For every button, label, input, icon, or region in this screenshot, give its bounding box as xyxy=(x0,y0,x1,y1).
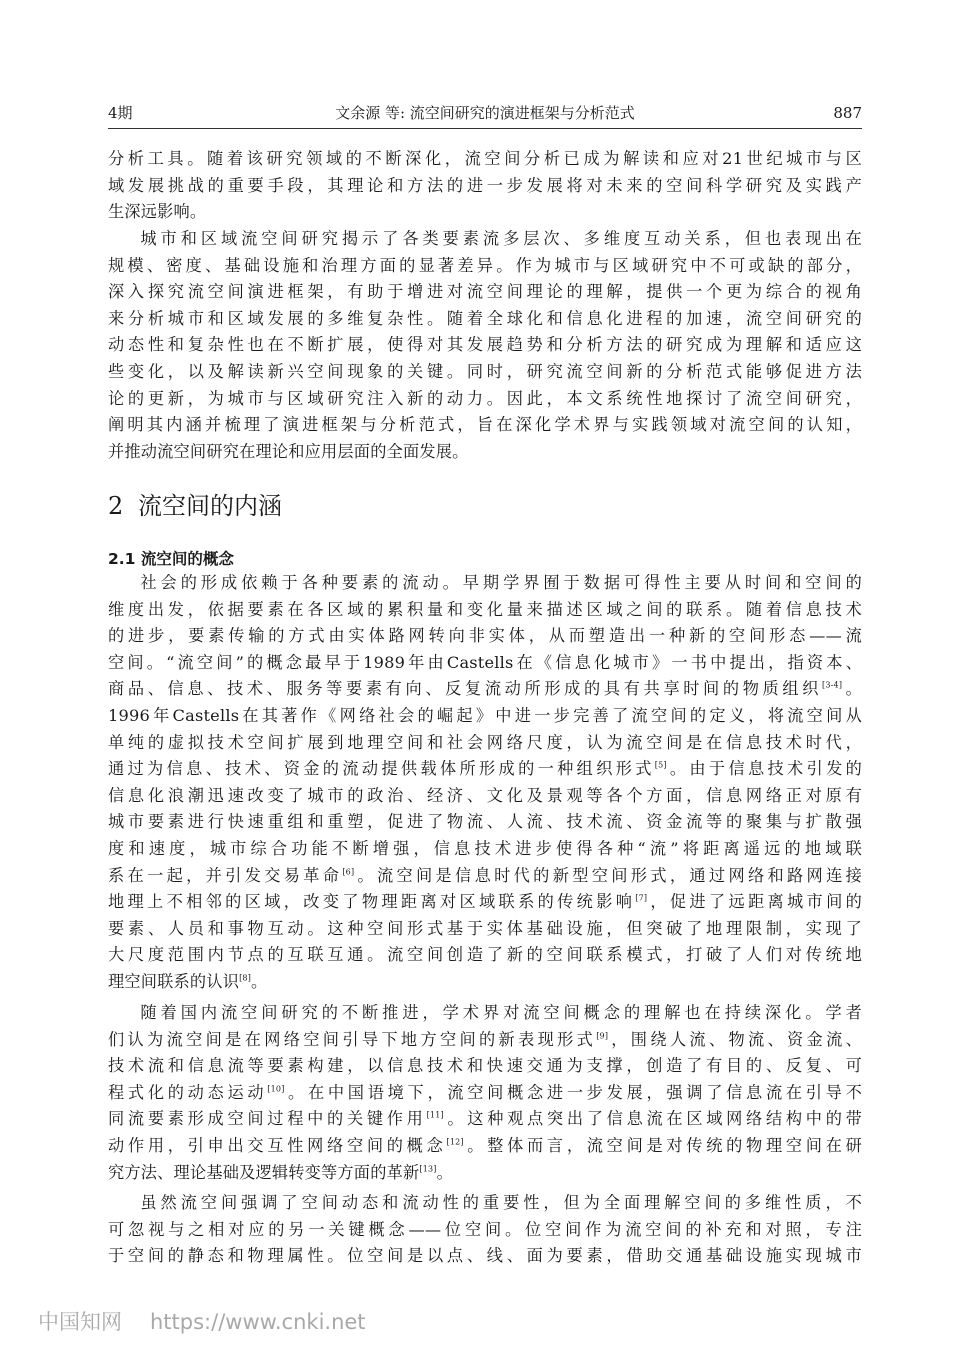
text-line: 理空间联系的认识[8]。 xyxy=(108,971,268,991)
text-line: 度和速度，城市综合功能不断增强，信息技术进步使得各种“流”将距离遥远的地域联 xyxy=(108,838,862,858)
text-line: 深入探究流空间演进框架，有助于增进对流空间理论的理解，提供一个更为综合的视角 xyxy=(108,282,862,302)
citation-ref: [3-4] xyxy=(822,680,843,690)
citation-ref: [11] xyxy=(426,1110,444,1120)
text-line: 的进步，要素传输的方式由实体路网转向非实体，从而塑造出一种新的空间形态——流 xyxy=(108,626,862,646)
text-line: 动作用，引申出交互性网络空间的概念[12]。整体而言，流空间是对传统的物理空间在研 xyxy=(108,1135,862,1155)
body-paragraph xyxy=(108,226,862,465)
text-line: 通过为信息、技术、资金的流动提供载体所形成的一种组织形式[5]。由于信息技术引发的 xyxy=(108,759,862,779)
text-line: 阐明其内涵并梳理了演进框架与分析范式，旨在深化学术界与实践领域对流空间的认知， xyxy=(108,415,862,435)
text-line: 动态性和复杂性也在不断扩展，使得对其发展趋势和分析方法的研究成为理解和适应这 xyxy=(108,335,862,355)
text-line: 地理上不相邻的区域，改变了物理距离对区域联系的传统影响[7]，促进了远距离城市间的 xyxy=(108,892,862,912)
text-line: 系在一起，并引发交易革命[6]。流空间是信息时代的新型空间形式，通过网络和路网连接 xyxy=(108,865,862,885)
running-title: 文余源 等: 流空间研究的演进框架与分析范式 xyxy=(335,104,635,122)
text-line: 究方法、理论基础及逻辑转变等方面的革新[13]。 xyxy=(108,1162,453,1182)
running-header xyxy=(108,102,862,124)
citation-ref: [5] xyxy=(654,760,667,770)
body-paragraph xyxy=(108,1000,862,1186)
text-line: 于空间的静态和物理属性。位空间是以点、线、面为要素，借助交通基础设施实现城市 xyxy=(108,1246,862,1266)
citation-ref: [6] xyxy=(342,867,355,877)
text-line: 们认为流空间是在网络空间引导下地方空间的新表现形式[9]，围绕人流、物流、资金流、 xyxy=(108,1029,862,1049)
text-line: 1996年Castells在其著作《网络社会的崛起》中进一步完善了流空间的定义，将流空间从 xyxy=(108,705,862,725)
text-line: 域发展挑战的重要手段，其理论和方法的进一步发展将对未来的空间科学研究及实践产 xyxy=(108,175,862,195)
text-line: 并推动流空间研究在理论和应用层面的全面发展。 xyxy=(108,441,469,461)
subsection-number: 2.1 xyxy=(108,550,136,568)
body-paragraph xyxy=(108,146,862,226)
page-number: 887 xyxy=(833,104,862,122)
text-line: 要素、人员和事物互动。这种空间形式基于实体基础设施，但突破了地理限制，实现了 xyxy=(108,918,862,938)
body-paragraph xyxy=(108,1190,862,1270)
text-line: 城市和区域流空间研究揭示了各类要素流多层次、多维度互动关系，但也表现出在 xyxy=(140,229,862,248)
text-line: 些变化，以及解读新兴空间现象的关键。同时，研究流空间新的分析范式能够促进方法 xyxy=(108,361,862,381)
section-title: 流空间的内涵 xyxy=(138,492,282,520)
text-line: 技术流和信息流等要素构建，以信息技术和快速交通为支撑，创造了有目的、反复、可 xyxy=(108,1056,862,1076)
text-line: 随着国内流空间研究的不断推进，学术界对流空间概念的理解也在持续深化。学者 xyxy=(140,1003,862,1022)
text-line: 同流要素形成空间过程中的关键作用[11]。这种观点突出了信息流在区域网络结构中的带 xyxy=(108,1109,862,1129)
citation-ref: [7] xyxy=(635,893,648,903)
citation-ref: [12] xyxy=(446,1137,464,1147)
citation-ref: [10] xyxy=(267,1084,285,1094)
header-rule xyxy=(108,128,862,129)
text-line: 虽然流空间强调了空间动态和流动性的重要性，但为全面理解空间的多维性质，不 xyxy=(140,1193,862,1212)
citation-ref: [9] xyxy=(596,1031,609,1041)
text-line: 信息化浪潮迅速改变了城市的政治、经济、文化及景观等各个方面，信息网络正对原有 xyxy=(108,785,862,805)
text-line: 论的更新，为城市与区域研究注入新的动力。因此，本文系统性地探讨了流空间研究， xyxy=(108,388,862,408)
watermark-brand: 中国知网 xyxy=(38,1310,122,1334)
issue-number: 4期 xyxy=(108,104,133,122)
text-line: 单纯的虚拟技术空间扩展到地理空间和社会网络尺度，认为流空间是在信息技术时代， xyxy=(108,732,862,752)
citation-ref: [13] xyxy=(419,1164,437,1174)
text-line: 维度出发，依据要素在各区域的累积量和变化量来描述区域之间的联系。随着信息技术 xyxy=(108,599,862,619)
text-line: 大尺度范围内节点的互联互通。流空间创造了新的空间联系模式，打破了人们对传统地 xyxy=(108,945,862,965)
text-line: 来分析城市和区域发展的多维复杂性。随着全球化和信息化进程的加速，流空间研究的 xyxy=(108,308,862,328)
text-line: 商品、信息、技术、服务等要素有向、反复流动所形成的具有共享时间的物质组织[3-4]。 xyxy=(108,679,862,699)
section-heading xyxy=(108,489,862,523)
citation-ref: [8] xyxy=(239,973,252,983)
text-line: 空间。“流空间”的概念最早于1989年由Castells在《信息化城市》一书中提出，指资本、 xyxy=(108,652,862,672)
text-line: 城市要素进行快速重组和重塑，促进了物流、人流、技术流、资金流等的聚集与扩散强 xyxy=(108,812,862,832)
text-line: 可忽视与之相对应的另一关键概念——位空间。位空间作为流空间的补充和对照，专注 xyxy=(108,1219,862,1239)
cnki-watermark xyxy=(38,1306,366,1336)
subsection-title: 流空间的概念 xyxy=(140,550,234,568)
subsection-heading xyxy=(108,547,862,571)
text-line: 生深远影响。 xyxy=(108,202,207,222)
watermark-url: https://www.cnki.net xyxy=(150,1310,366,1334)
body-paragraph xyxy=(108,570,862,996)
text-line: 规模、密度、基础设施和治理方面的显著差异。作为城市与区域研究中不可或缺的部分， xyxy=(108,255,862,275)
text-line: 分析工具。随着该研究领域的不断深化，流空间分析已成为解读和应对21世纪城市与区 xyxy=(108,149,862,168)
section-number: 2 xyxy=(108,492,124,520)
text-line: 社会的形成依赖于各种要素的流动。早期学界囿于数据可得性主要从时间和空间的 xyxy=(140,573,862,592)
text-line: 程式化的动态运动[10]。在中国语境下，流空间概念进一步发展，强调了信息流在引导不 xyxy=(108,1082,862,1102)
